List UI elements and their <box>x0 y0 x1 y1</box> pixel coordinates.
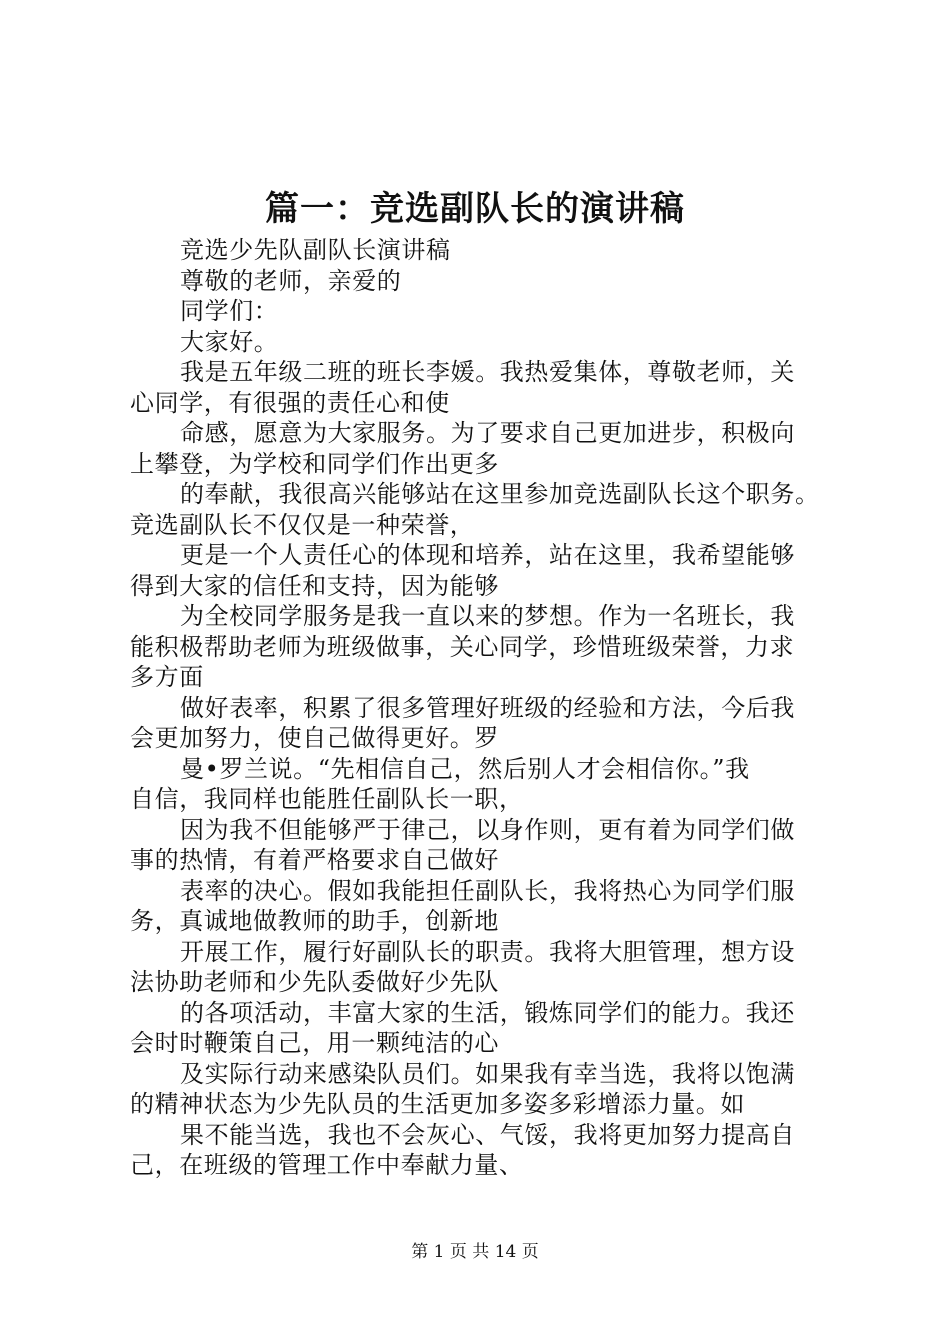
body-line: 的精神状态为少先队员的生活更加多姿多彩增添力量。如 <box>130 1090 745 1118</box>
body-line: 因为我不但能够严于律己，以身作则，更有着为同学们做 <box>180 815 795 844</box>
body-line: 多方面 <box>130 663 204 691</box>
document-body <box>130 235 835 1181</box>
body-line: 的各项活动，丰富大家的生活，锻炼同学们的能力。我还 <box>180 998 795 1027</box>
body-line: 大家好。 <box>180 327 279 356</box>
body-line: 竞选少先队副队长演讲稿 <box>180 236 451 264</box>
body-line: 的奉献，我很高兴能够站在这里参加竞选副队长这个职务。 <box>180 480 820 508</box>
body-line: 尊敬的老师，亲爱的 <box>180 266 402 295</box>
body-line: 表率的决心。假如我能担任副队长，我将热心为同学们服 <box>180 876 795 905</box>
body-line: 会更加努力，使自己做得更好。罗 <box>130 724 499 752</box>
body-line: 为全校同学服务是我一直以来的梦想。作为一名班长，我 <box>180 602 795 630</box>
body-line: 得到大家的信任和支持，因为能够 <box>130 571 499 600</box>
body-line: 会时时鞭策自己，用一颗纯洁的心 <box>130 1029 499 1057</box>
body-line: 做好表率，积累了很多管理好班级的经验和方法，今后我 <box>180 693 795 722</box>
body-line: 自信，我同样也能胜任副队长一职， <box>130 785 524 813</box>
body-line: 果不能当选，我也不会灰心、气馁，我将更加努力提高自 <box>180 1120 795 1149</box>
body-line: 同学们： <box>180 297 279 325</box>
body-line: 法协助老师和少先队委做好少先队 <box>130 968 499 996</box>
body-line: 心同学，有很强的责任心和使 <box>130 388 450 417</box>
page-footer: 第 1 页 共 14 页 <box>411 1242 539 1262</box>
body-line: 务，真诚地做教师的助手，创新地 <box>130 907 499 935</box>
body-line: 事的热情，有着严格要求自己做好 <box>130 846 499 874</box>
document-title: 篇一：竞选副队长的演讲稿 <box>265 189 685 229</box>
body-line: 更是一个人责任心的体现和培养，站在这里，我希望能够 <box>180 541 795 569</box>
body-line: 上攀登，为学校和同学们作出更多 <box>130 449 499 478</box>
body-line: 竞选副队长不仅仅是一种荣誉， <box>130 510 475 539</box>
body-line: 及实际行动来感染队员们。如果我有幸当选，我将以饱满 <box>180 1059 795 1088</box>
body-line: 己，在班级的管理工作中奉献力量、 <box>130 1151 524 1179</box>
body-line: 我是五年级二班的班长李媛。我热爱集体，尊敬老师，关 <box>180 358 795 386</box>
body-line: 命感，愿意为大家服务。为了要求自己更加进步，积极向 <box>180 419 795 447</box>
body-line: 曼•罗兰说。“先相信自己，然后别人才会相信你。”我 <box>180 754 750 783</box>
body-line: 能积极帮助老师为班级做事，关心同学，珍惜班级荣誉，力求 <box>130 632 795 661</box>
body-line: 开展工作，履行好副队长的职责。我将大胆管理，想方设 <box>180 937 795 966</box>
